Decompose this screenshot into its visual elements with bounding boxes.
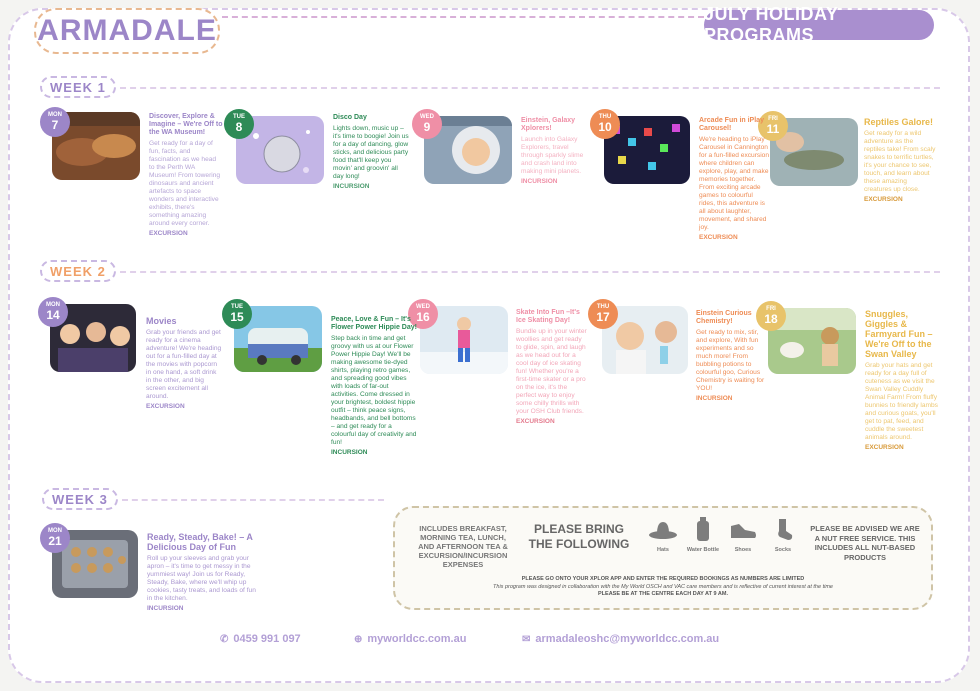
event-description: Get ready to mix, stir, and explore, With fun experiments and so much more! From bubbling potions to colourful goo, Curious Chemistry is waiting for YOU! (696, 329, 765, 392)
event-fri-18 (865, 309, 939, 452)
event-thu-10 (699, 117, 769, 242)
week-2-label: WEEK 2 (40, 260, 116, 282)
event-title: Snuggles, Giggles & Farmyard Fun – We're Off to the Swan Valley (865, 309, 933, 359)
date-badge-wed-9: WED 9 (412, 109, 442, 139)
event-mon-14 (146, 316, 222, 411)
event-description: Grab your hats and get ready for a day full of cuteness as we visit the Swan Valley Cuddly Animal Farm! From fluffy bunnies to friendly lambs and curious goats, you'll get to pat, feed, and cuddle the sweetest animals around. (865, 362, 938, 441)
date-badge-tue-8: TUE 8 (224, 109, 254, 139)
week-2-divider (120, 271, 940, 273)
event-mon-21 (147, 532, 261, 613)
event-title: Discover, Explore & Imagine – We're Off to the WA Museum! (149, 113, 223, 136)
date-badge-thu-17: THU 17 (588, 299, 618, 329)
socks-item (765, 518, 801, 553)
event-tag: EXCURSION (146, 403, 185, 410)
event-tue-15 (331, 316, 417, 457)
hats-item (645, 518, 681, 553)
event-tag: EXCURSION (149, 230, 188, 237)
event-tag: INCURSION (147, 605, 184, 612)
date-badge-mon-7: MON 7 (40, 107, 70, 137)
event-fri-11 (864, 117, 936, 204)
week-3-label: WEEK 3 (42, 488, 118, 510)
footer-email[interactable] (522, 633, 719, 645)
date-badge-mon-21: MON 21 (40, 523, 70, 553)
water-bottle-icon (693, 516, 713, 542)
event-tag: INCURSION (331, 449, 368, 456)
event-title: Skate Into Fun –It's Ice Skating Day! (516, 309, 580, 324)
includes-text: INCLUDES BREAKFAST, MORNING TEA, LUNCH, AND AFTERNOON TEA & EXCURSION/INCURSION EXPENSES (418, 524, 508, 569)
date-badge-tue-15: TUE 15 (222, 299, 252, 329)
footer-phone[interactable] (220, 633, 301, 645)
shoes-label: Shoes (734, 547, 752, 553)
week-1-divider (120, 87, 940, 89)
event-tag: EXCURSION (699, 234, 738, 241)
arrival-notice: PLEASE BE AT THE CENTRE EACH DAY AT 9 AM. (598, 591, 728, 597)
footer-website[interactable] (354, 633, 466, 645)
event-description: Launch into Galaxy Explorers, travel through sparkly slime and crash land into making mini planets. (521, 136, 584, 175)
event-tag: INCURSION (333, 183, 370, 190)
collaboration-note: This program was designed in collaboration with the My World OSCH and VAC care members and is reflective of current interest at the time (493, 583, 833, 590)
event-description: Bundle up in your winter woollies and get ready to glide, spin, and laugh as we head out for a cool day of ice skating fun! Whether you're a first-time skater or a pro on the ice, it's the perfect way to enjoy some chilly thrills with your OSH Club friends. (516, 328, 587, 415)
date-badge-wed-16: WED 16 (408, 299, 438, 329)
event-title: Movies (146, 316, 177, 326)
event-description: Lights down, music up – it's time to boogie! Join us for a day of dancing, glow sticks, and delicious party food that'll keep you movin' and groovin' all day long! (333, 125, 409, 180)
top-divider (222, 16, 704, 18)
event-description: Roll up your sleeves and grab your apron – it's time to get messy in the yummiest way! Join us for Ready, Steady, Bake, where we'll whip up cookies, tasty treats, and loads of fun in the kitchen. (147, 555, 256, 602)
event-title: Disco Day (333, 114, 367, 121)
date-badge-fri-18: FRI 18 (756, 301, 786, 331)
event-description: Grab your friends and get ready for a cinema adventure! We're heading out for a fun-filled day at the movies with popcorn in one hand, a soft drink in the other, and big screen excitement all around. (146, 329, 222, 400)
event-title: Arcade Fun in iPlay Carousel! (699, 117, 764, 132)
event-description: Get ready for a wild adventure as the reptiles take! From scaly snakes to terrific turtles, it's your chance to see, touch, and learn about these amazing creatures up close. (864, 130, 936, 193)
event-tue-8 (333, 114, 409, 191)
event-tag: EXCURSION (865, 444, 904, 451)
event-title: Einstein Curious Chemistry! (696, 310, 752, 325)
hats-label: Hats (657, 547, 669, 553)
event-description: Get ready for a day of fun, facts, and fascination as we head to the Perth WA Museum! From towering dinosaurs and ancient artefacts to space wonders and interactive exhibits, there's something amazing around every corner. (149, 140, 221, 227)
mail-icon: ✉ (522, 633, 531, 645)
event-thu-17 (696, 310, 766, 403)
phone-icon: ✆ (220, 633, 229, 645)
event-mon-7 (149, 113, 223, 238)
date-badge-thu-10: THU 10 (590, 109, 620, 139)
program-title: JULY HOLIDAY PROGRAMS (704, 10, 934, 40)
shoes-item (725, 518, 761, 553)
water-bottle-label: Water Bottle (686, 547, 720, 553)
event-tag: EXCURSION (864, 196, 903, 203)
booking-notice: PLEASE GO ONTO YOUR XPLOR APP AND ENTER THE REQUIRED BOOKINGS AS NUMBERS ARE LIMITED (521, 576, 805, 582)
event-title: Ready, Steady, Bake! – A Delicious Day of Fun (147, 532, 253, 552)
event-tag: EXCURSION (516, 418, 555, 425)
event-wed-16 (516, 309, 588, 426)
shoe-icon (728, 518, 758, 542)
event-tag: INCURSION (521, 178, 558, 185)
date-badge-mon-14: MON 14 (38, 297, 68, 327)
event-title: Peace, Love & Fun – It's Flower Power Hippie Day! (331, 316, 417, 331)
phone-number: 0459 991 097 (233, 633, 301, 645)
event-title: Reptiles Galore! (864, 117, 934, 127)
sock-icon (771, 518, 795, 542)
globe-icon: ⊕ (354, 633, 363, 645)
event-description: We're heading to iPlay Carousel in Cannington for a fun-filled excursion where children can explore, play, and make memories together. From exciting arcade games to colourful rides, this adventure is all about laughter, movement, and shared joy. (699, 136, 770, 231)
event-description: Step back in time and get groovy with us at our Flower Power Hippie Day! We'll be making awesome tie-dyed shirts, playing retro games, and spreading good vibes with loads of far-out activities. Come dressed in your brightest, boldest hippie outfit – think peace signs, headbands, and bell bottoms – and get ready for a colourful day of creativity and fun! (331, 335, 417, 446)
date-badge-fri-11: FRI 11 (758, 111, 788, 141)
event-wed-9 (521, 117, 587, 186)
nut-free-notice: PLEASE BE ADVISED WE ARE A NUT FREE SERVICE. THIS INCLUDES ALL NUT-BASED PRODUCTS (810, 524, 920, 562)
event-title: Einstein, Galaxy Xplorers! (521, 117, 576, 132)
info-box (393, 506, 933, 610)
hat-icon (648, 518, 678, 542)
event-tag: INCURSION (696, 395, 733, 402)
website-link: myworldcc.com.au (367, 633, 467, 645)
week-1-label: WEEK 1 (40, 76, 116, 98)
water-bottle-item (685, 516, 721, 553)
email-address: armadaleoshc@myworldcc.com.au (535, 633, 720, 645)
socks-label: Socks (774, 547, 792, 553)
week-3-divider (122, 499, 384, 501)
brand-title: ARMADALE (34, 8, 220, 54)
bring-title: PLEASE BRING THE FOLLOWING (528, 522, 630, 551)
